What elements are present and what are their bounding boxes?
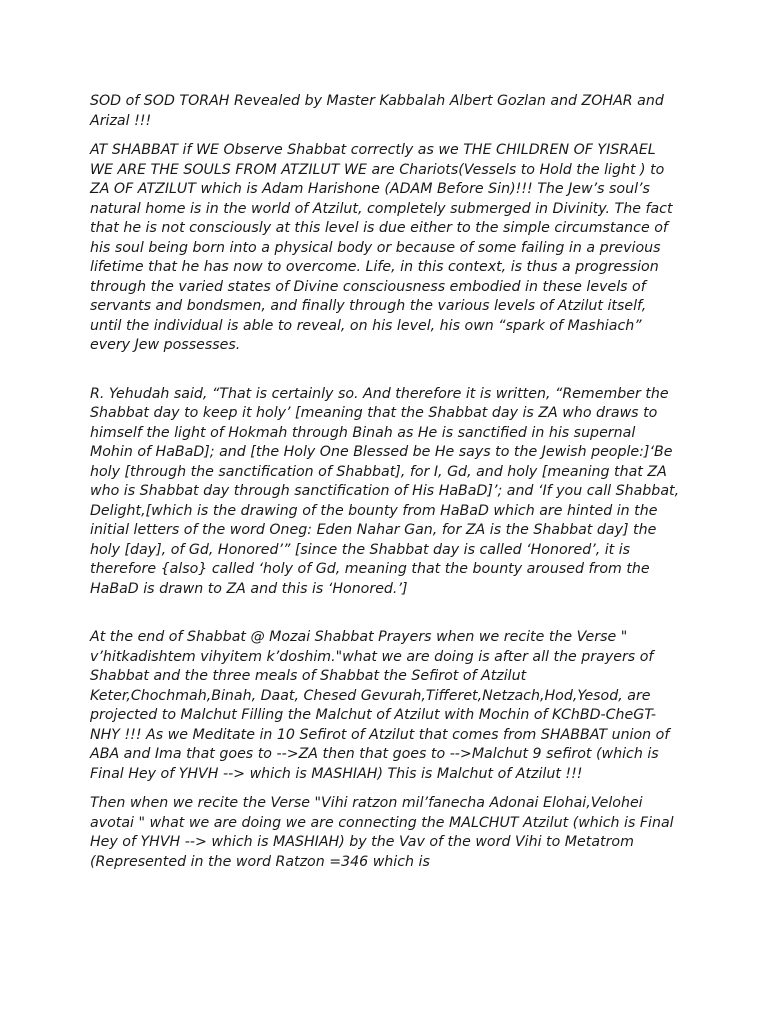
paragraph-shabbat-atzilut: AT SHABBAT if WE Observe Shabbat correctly as we THE CHILDREN OF YISRAEL WE ARE THE SOULS FROM ATZILUT WE are Chariots(Vessels to Hold the light ) to ZA OF ATZILUT which is Adam Harishone (ADAM Before Sin)!!! The Jew’s soul’s natural home is in the world of Atzilut, completely submerged in Divinity. The fact that he is not consciously at this level is due either to the simple circumstance of his soul being born into a physical body or because of some failing in a previous lifetime that he has now to overcome. Life, in this context, is thus a progression through the varied states of Divine consciousness embodied in these levels of servants and bondsmen, and finally through the various levels of Atzilut itself, until the individual is able to reveal, on his level, his own “spark of Mashiach” every Jew possesses. — [90, 142, 673, 353]
paragraph-r-yehudah: R. Yehudah said, “That is certainly so. And therefore it is written, “Remember the Shabbat day to keep it holy’ [meaning that the Shabbat day is ZA who draws to himself the light of Hokmah through Binah as He is sanctified in his supernal Mohin of HaBaD]; and [the Holy One Blessed be He says to the Jewish people:]‘Be holy [through the sanctification of Shabbat], for I, Gd, and holy [meaning that ZA who is Shabbat day through sanctification of His HaBaD]’; and ‘If you call Shabbat, Delight,[which is the drawing of the bounty from HaBaD which are hinted in the initial letters of the word Oneg: Eden Nahar Gan, for ZA is the Shabbat day] the holy [day], of Gd, Honored’” [since the Shabbat day is called ‘Honored’, it is therefore {also} called ‘holy of Gd, meaning that the bounty aroused from the HaBaD is drawn to ZA and this is ‘Honored.’] — [90, 385, 680, 597]
paragraph-mozai-shabbat: At the end of Shabbat @ Mozai Shabbat Prayers when we recite the Verse " v’hitkadishtem vihyitem k’doshim."what we are doing is after all the prayers of Shabbat and the three meals of Shabbat the Sefirot of Atzilut Keter,Chochmah,Binah, Daat, Chesed Gevurah,Tifferet,Netzach,Hod,Yesod, are projected to Malchut Filling the Malchut of Atzilut with Mochin of KChBD-CheGT-NHY !!! As we Meditate in 10 Sefirot of Atzilut that comes from SHABBAT union of ABA and Ima that goes to -->ZA then that goes to -->Malchut 9 sefirot (which is Final Hey of YHVH --> which is MASHIAH) This is Malchut of Atzilut !!! — [90, 629, 670, 782]
document-title: SOD of SOD TORAH Revealed by Master Kabbalah Albert Gozlan and ZOHAR and Arizal !!! — [90, 93, 664, 129]
paragraph-vihi-ratzon: Then when we recite the Verse "Vihi ratzon mil’fanecha Adonai Elohai,Velohei avotai " what we are doing we are connecting the MALCHUT Atzilut (which is Final Hey of YHVH --> which is MASHIAH) by the Vav of the word Vihi to Metatrom (Represented in the word Ratzon =346 which is — [90, 795, 674, 870]
document-page — [90, 92, 682, 872]
